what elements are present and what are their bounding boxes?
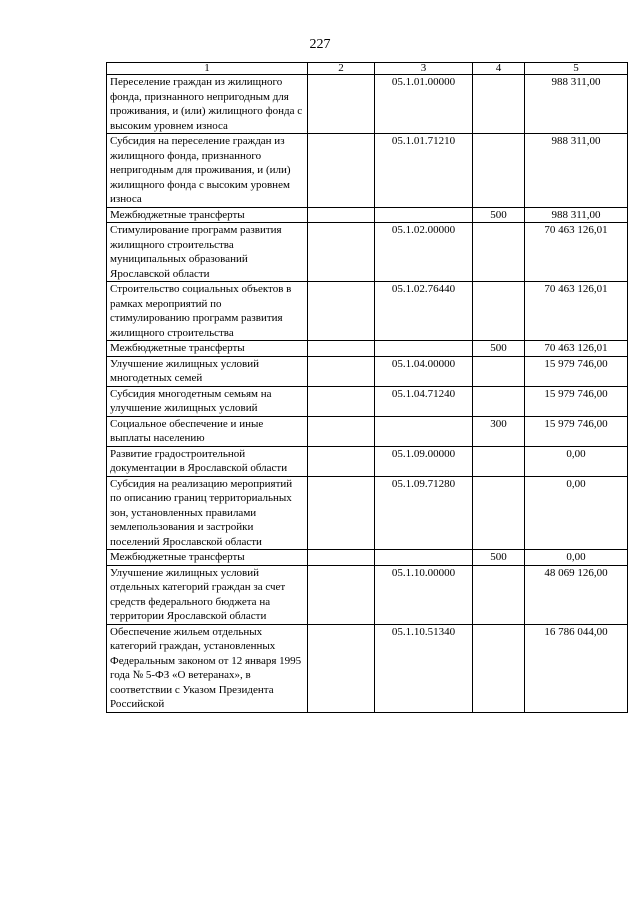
row-code-cell [375, 416, 473, 446]
row-type-cell: 300 [473, 416, 525, 446]
row-col2-cell [308, 416, 375, 446]
row-name-cell: Межбюджетные трансферты [107, 341, 308, 357]
table-row [107, 341, 628, 357]
row-code-cell: 05.1.01.00000 [375, 75, 473, 134]
row-col2-cell [308, 565, 375, 624]
row-amount-cell: 988 311,00 [525, 75, 628, 134]
row-name-cell: Субсидия на переселение граждан из жилищного фонда, признанного непригодным для проживания, и (или) жилищного фонда с высоким уровнем износа [107, 134, 308, 208]
row-code-cell: 05.1.04.71240 [375, 386, 473, 416]
row-amount-cell: 15 979 746,00 [525, 386, 628, 416]
table-row [107, 207, 628, 223]
row-col2-cell [308, 341, 375, 357]
row-type-cell [473, 223, 525, 282]
header-col-4: 4 [473, 63, 525, 75]
row-type-cell [473, 75, 525, 134]
row-name-cell: Социальное обеспечение и иные выплаты населению [107, 416, 308, 446]
row-col2-cell [308, 446, 375, 476]
table-header-row [107, 63, 628, 75]
row-code-cell: 05.1.09.71280 [375, 476, 473, 550]
table-row [107, 565, 628, 624]
budget-table [106, 62, 628, 713]
row-name-cell: Субсидия многодетным семьям на улучшение жилищных условий [107, 386, 308, 416]
row-amount-cell: 0,00 [525, 550, 628, 566]
row-code-cell: 05.1.02.76440 [375, 282, 473, 341]
row-type-cell: 500 [473, 550, 525, 566]
row-amount-cell: 15 979 746,00 [525, 356, 628, 386]
row-name-cell: Стимулирование программ развития жилищного строительства муниципальных образований Ярославской области [107, 223, 308, 282]
row-name-cell: Развитие градостроительной документации в Ярославской области [107, 446, 308, 476]
row-amount-cell: 0,00 [525, 476, 628, 550]
row-type-cell [473, 476, 525, 550]
row-amount-cell: 70 463 126,01 [525, 341, 628, 357]
row-col2-cell [308, 75, 375, 134]
header-col-2: 2 [308, 63, 375, 75]
row-code-cell: 05.1.09.00000 [375, 446, 473, 476]
row-code-cell: 05.1.02.00000 [375, 223, 473, 282]
row-col2-cell [308, 624, 375, 712]
table-row [107, 282, 628, 341]
table-row [107, 550, 628, 566]
row-amount-cell: 70 463 126,01 [525, 282, 628, 341]
row-col2-cell [308, 476, 375, 550]
row-col2-cell [308, 134, 375, 208]
row-code-cell: 05.1.10.51340 [375, 624, 473, 712]
table-row [107, 446, 628, 476]
table-row [107, 134, 628, 208]
table-row [107, 386, 628, 416]
table-row [107, 223, 628, 282]
row-amount-cell: 988 311,00 [525, 134, 628, 208]
row-type-cell [473, 282, 525, 341]
row-amount-cell: 16 786 044,00 [525, 624, 628, 712]
row-type-cell [473, 134, 525, 208]
row-col2-cell [308, 207, 375, 223]
row-name-cell: Межбюджетные трансферты [107, 207, 308, 223]
header-col-5: 5 [525, 63, 628, 75]
row-name-cell: Улучшение жилищных условий многодетных семей [107, 356, 308, 386]
table-row [107, 624, 628, 712]
row-amount-cell: 0,00 [525, 446, 628, 476]
row-amount-cell: 48 069 126,00 [525, 565, 628, 624]
row-name-cell: Улучшение жилищных условий отдельных категорий граждан за счет средств федерального бюджета на территории Ярославской области [107, 565, 308, 624]
row-type-cell [473, 386, 525, 416]
row-col2-cell [308, 223, 375, 282]
table-row [107, 416, 628, 446]
row-type-cell [473, 446, 525, 476]
row-code-cell [375, 207, 473, 223]
row-type-cell [473, 624, 525, 712]
row-code-cell [375, 550, 473, 566]
row-col2-cell [308, 356, 375, 386]
table-row [107, 356, 628, 386]
table-row [107, 476, 628, 550]
row-name-cell: Переселение граждан из жилищного фонда, признанного непригодным для проживания, и (или) жилищного фонда с высоким уровнем износа [107, 75, 308, 134]
row-code-cell: 05.1.04.00000 [375, 356, 473, 386]
row-col2-cell [308, 282, 375, 341]
row-amount-cell: 988 311,00 [525, 207, 628, 223]
row-type-cell: 500 [473, 341, 525, 357]
row-name-cell: Обеспечение жильем отдельных категорий граждан, установленных Федеральным законом от 12 января 1995 года № 5-ФЗ «О ветеранах», в соответствии с Указом Президента Российской [107, 624, 308, 712]
row-name-cell: Межбюджетные трансферты [107, 550, 308, 566]
row-name-cell: Строительство социальных объектов в рамках мероприятий по стимулированию программ развития жилищного строительства [107, 282, 308, 341]
row-type-cell [473, 565, 525, 624]
row-code-cell: 05.1.10.00000 [375, 565, 473, 624]
row-amount-cell: 15 979 746,00 [525, 416, 628, 446]
row-type-cell: 500 [473, 207, 525, 223]
row-type-cell [473, 356, 525, 386]
row-amount-cell: 70 463 126,01 [525, 223, 628, 282]
table-row [107, 75, 628, 134]
row-code-cell: 05.1.01.71210 [375, 134, 473, 208]
row-name-cell: Субсидия на реализацию мероприятий по описанию границ территориальных зон, установленных правилами землепользования и застройки поселений Ярославской области [107, 476, 308, 550]
header-col-3: 3 [375, 63, 473, 75]
header-col-1: 1 [107, 63, 308, 75]
row-col2-cell [308, 550, 375, 566]
row-code-cell [375, 341, 473, 357]
page-number: 227 [309, 37, 331, 52]
row-col2-cell [308, 386, 375, 416]
